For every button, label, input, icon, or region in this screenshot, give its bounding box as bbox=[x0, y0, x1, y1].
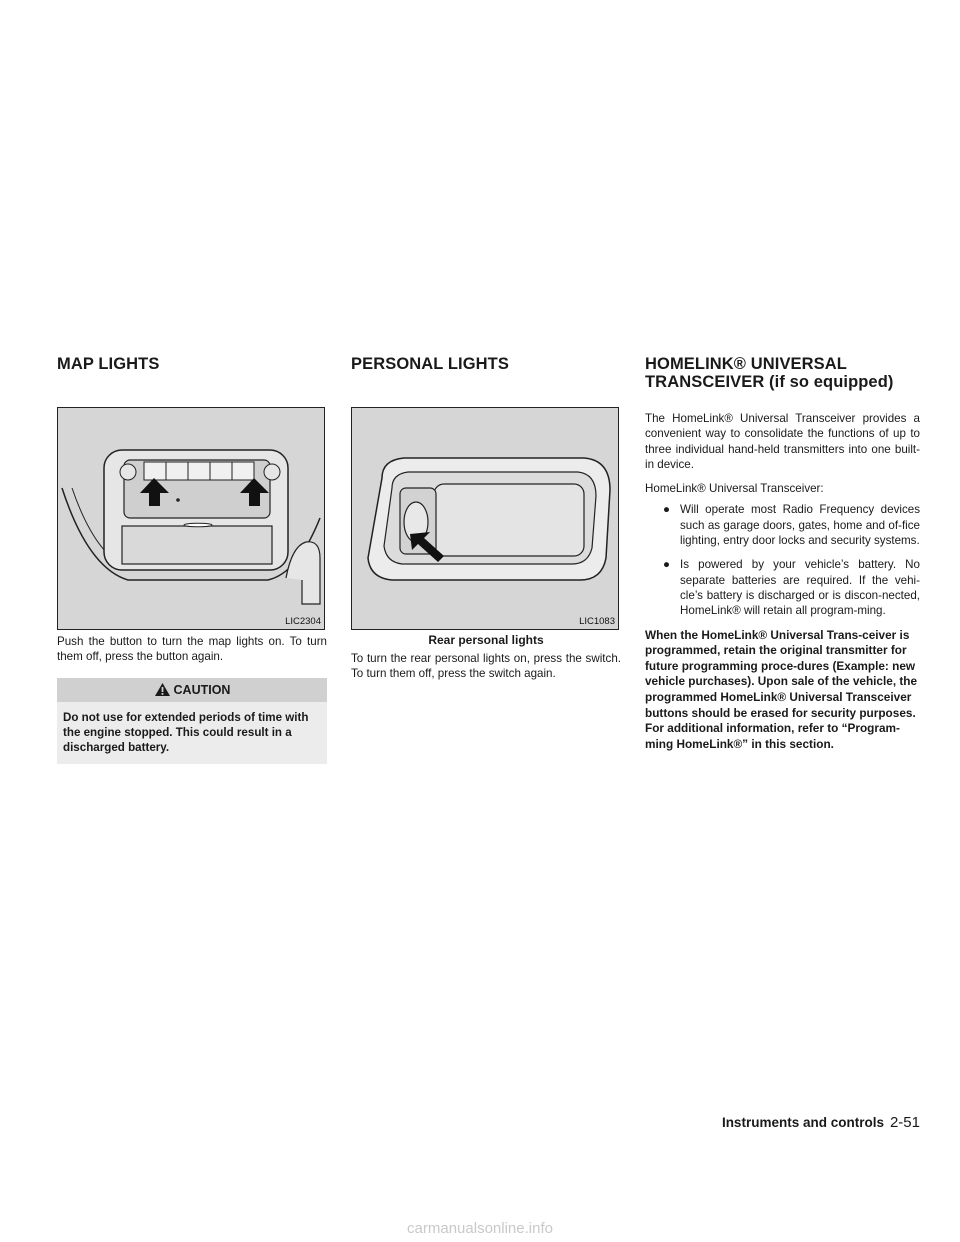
page-footer bbox=[722, 1114, 920, 1131]
homelink-warning: When the HomeLink® Universal Trans-ceiver is programmed, retain the original transmitter for future programming proce-dures (Example: new vehicle purchases). Upon sale of the vehicle, the programmed HomeLink® Universal Transceiver buttons should be erased for security purposes. For additional information, refer to “Program-ming HomeLink®” in this section. bbox=[645, 627, 918, 751]
bullet-icon: ● bbox=[663, 558, 671, 572]
bullet-icon: ● bbox=[663, 503, 671, 517]
homelink-heading-line2: TRANSCEIVER (if so equipped) bbox=[645, 373, 894, 391]
caution-title: CAUTION bbox=[173, 682, 231, 697]
personal-lights-illustration bbox=[352, 408, 618, 629]
figure-caption: Rear personal lights bbox=[428, 633, 544, 647]
map-lights-illustration bbox=[58, 408, 324, 629]
personal-lights-heading: PERSONAL LIGHTS bbox=[351, 355, 509, 373]
personal-lights-text: To turn the rear personal lights on, press the switch. To turn them off, press the switch again. bbox=[351, 652, 621, 681]
homelink-list-title: HomeLink® Universal Transceiver: bbox=[645, 482, 824, 496]
map-lights-figure bbox=[57, 407, 325, 630]
caution-box bbox=[57, 678, 327, 764]
map-lights-text: Push the button to turn the map lights on. To turn them off, press the button again. bbox=[57, 635, 327, 664]
list-item: ● Is powered by your vehicle’s battery. No separate batteries are required. If the vehi-cle’s battery is discharged or is discon-nected, HomeLink® will retain all program-ming. bbox=[663, 558, 920, 618]
page-number: 2-51 bbox=[889, 1114, 920, 1131]
figure-code: LIC2304 bbox=[285, 616, 321, 627]
homelink-column bbox=[645, 355, 920, 752]
figure-code: LIC1083 bbox=[579, 616, 615, 627]
list-item: ● Will operate most Radio Frequency devices such as garage doors, gates, home and of-fice lighting, entry door locks and security systems. bbox=[663, 503, 920, 548]
map-lights-heading: MAP LIGHTS bbox=[57, 355, 160, 373]
homelink-bullet-list bbox=[645, 502, 920, 618]
homelink-heading bbox=[645, 355, 920, 391]
watermark: carmanualsonline.info bbox=[407, 1220, 553, 1237]
map-lights-column bbox=[57, 355, 327, 764]
caution-text: Do not use for extended periods of time with the engine stopped. This could result in a discharged battery. bbox=[57, 702, 327, 764]
footer-section: Instruments and controls bbox=[721, 1115, 884, 1130]
personal-lights-figure bbox=[351, 407, 619, 630]
warning-triangle-icon bbox=[154, 682, 171, 697]
personal-lights-column bbox=[351, 355, 621, 682]
homelink-intro: The HomeLink® Universal Transceiver provides a convenient way to consolidate the functions of up to three individual hand-held transmitters into one built-in device. bbox=[645, 412, 920, 471]
homelink-heading-line1: HOMELINK® UNIVERSAL bbox=[645, 355, 847, 373]
